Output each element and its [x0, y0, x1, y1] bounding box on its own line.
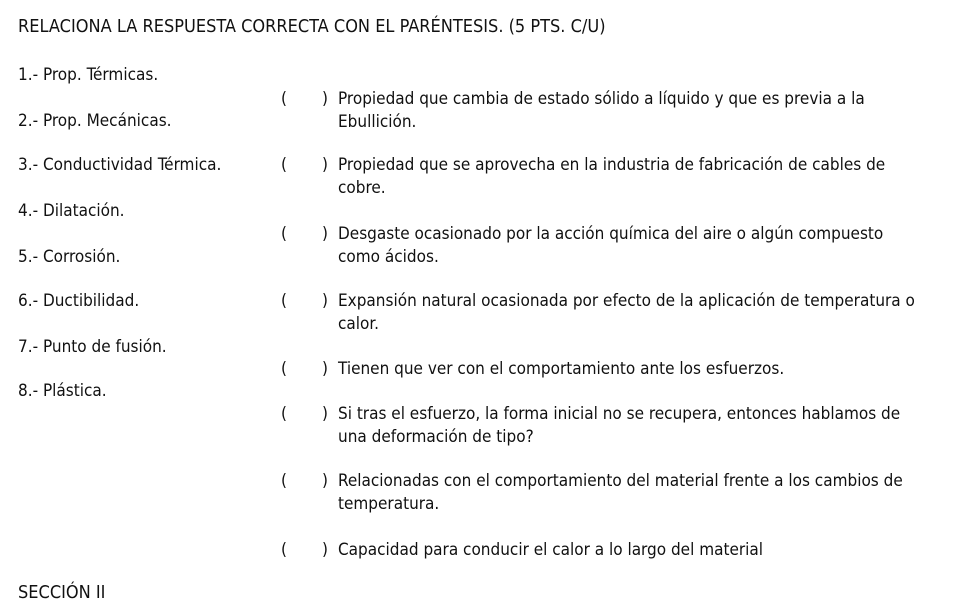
- answer-blank-close: ): [322, 155, 328, 175]
- definition-text: [338, 403, 968, 449]
- answer-blank-open[interactable]: (: [281, 471, 287, 491]
- answer-blank-close: ): [322, 89, 328, 109]
- answer-blank-close: ): [322, 540, 328, 560]
- definition-line1: Capacidad para conducir el calor a lo largo del material: [338, 540, 764, 560]
- answer-blank-open[interactable]: (: [281, 359, 287, 379]
- answer-blank-open[interactable]: (: [281, 291, 287, 311]
- answer-blank-open[interactable]: (: [281, 155, 287, 175]
- definition-text: [338, 539, 968, 562]
- definition-line2: como ácidos.: [338, 247, 439, 267]
- definition-line1: Relacionadas con el comportamiento del material frente a los cambios de: [338, 471, 903, 491]
- answer-blank-close: ): [322, 359, 328, 379]
- answer-blank-open[interactable]: (: [281, 404, 287, 424]
- worksheet-title: RELACIONA LA RESPUESTA CORRECTA CON EL PARÉNTESIS. (5 PTS. C/U): [18, 16, 606, 37]
- section-heading: SECCIÓN II: [18, 582, 106, 603]
- definition-line2: Ebullición.: [338, 112, 417, 132]
- definition-line2: cobre.: [338, 178, 386, 198]
- definition-text: [338, 88, 968, 134]
- answer-blank-close: ): [322, 471, 328, 491]
- definition-text: [338, 223, 968, 269]
- definition-text: [338, 358, 968, 381]
- term-1: 1.- Prop. Térmicas.: [18, 65, 159, 85]
- answer-blank-close: ): [322, 404, 328, 424]
- definition-line1: Si tras el esfuerzo, la forma inicial no se recupera, entonces hablamos de: [338, 404, 901, 424]
- term-5: 5.- Corrosión.: [18, 247, 121, 267]
- term-8: 8.- Plástica.: [18, 381, 107, 401]
- answer-blank-open[interactable]: (: [281, 89, 287, 109]
- definition-line1: Tienen que ver con el comportamiento ante los esfuerzos.: [338, 359, 785, 379]
- answer-blank-open[interactable]: (: [281, 224, 287, 244]
- definition-text: [338, 290, 968, 336]
- definition-line1: Desgaste ocasionado por la acción química del aire o algún compuesto: [338, 224, 884, 244]
- definition-line1: Propiedad que cambia de estado sólido a líquido y que es previa a la: [338, 89, 865, 109]
- term-3: 3.- Conductividad Térmica.: [18, 155, 222, 175]
- definition-line1: Expansión natural ocasionada por efecto de la aplicación de temperatura o: [338, 291, 915, 311]
- definition-text: [338, 470, 968, 516]
- answer-blank-close: ): [322, 291, 328, 311]
- answer-blank-close: ): [322, 224, 328, 244]
- definition-line2: calor.: [338, 314, 379, 334]
- term-7: 7.- Punto de fusión.: [18, 337, 167, 357]
- answer-blank-open[interactable]: (: [281, 540, 287, 560]
- term-6: 6.- Ductibilidad.: [18, 291, 140, 311]
- definition-line1: Propiedad que se aprovecha en la industria de fabricación de cables de: [338, 155, 886, 175]
- definition-line2: una deformación de tipo?: [338, 427, 534, 447]
- definition-line2: temperatura.: [338, 494, 440, 514]
- term-2: 2.- Prop. Mecánicas.: [18, 111, 172, 131]
- definition-text: [338, 154, 968, 200]
- term-4: 4.- Dilatación.: [18, 201, 125, 221]
